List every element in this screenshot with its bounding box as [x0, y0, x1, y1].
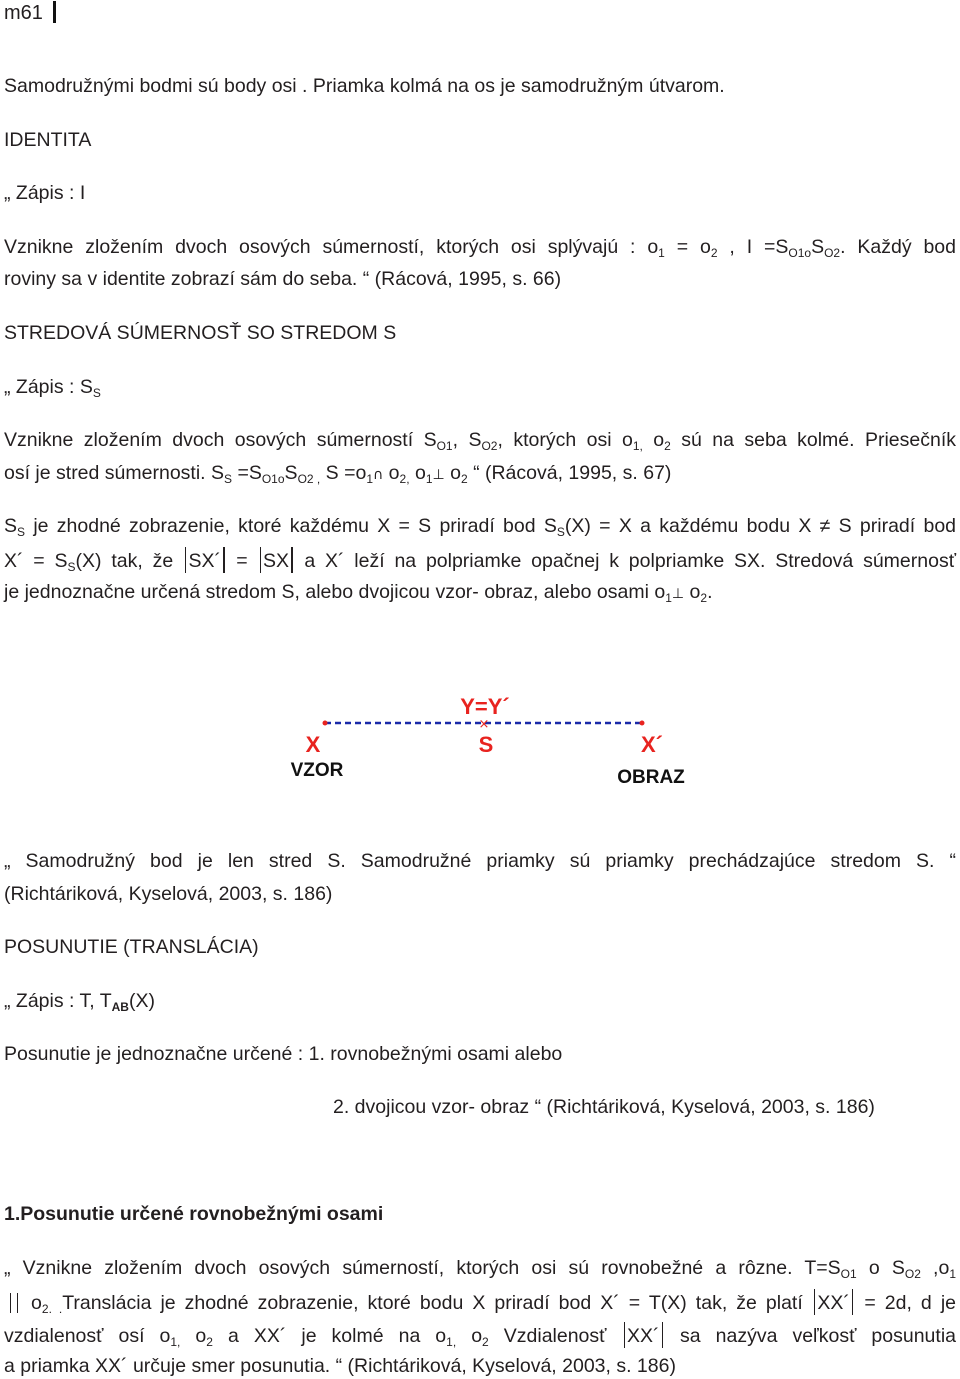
stredova-line-4: X´ = $S_S(X)$ tak, že SX´ = SX a X´ leží na polpriamke opačnej k polpriamke SX. Stredová súmernosť [4, 547, 956, 579]
sec1-line-2: $o_{2. .}Translácia$ je zhodné zobrazenie, ktoré bodu X priradí bod X´ = T(X) tak, že platí XX´ = 2d, d je [4, 1289, 956, 1321]
posunutie-line-1: Posunutie je jednoznačne určené : 1. rovnobežnými osami alebo [4, 1043, 563, 1065]
diagram-x-label: X [305, 732, 321, 757]
abs-bar [260, 547, 262, 573]
page-header [4, 0, 56, 26]
heading-section-1: 1.Posunutie určené rovnobežnými osami [4, 1203, 384, 1225]
abs-bar [852, 1289, 854, 1315]
diagram-obraz-label: OBRAZ [617, 767, 685, 788]
sec1-line-4: a priamka XX´ určuje smer posunutia. “ (Richtáriková, Kyselová, 2003, s. 186) [4, 1355, 676, 1377]
stredova-line-2: osí je stred súmernosti. $S_S =S_{O1o}S_{O2 ,}$ $S =o_1\cap$ $o_{2,}$ $o_1\perp$ $o_2$ “ (Rácová, 1995, s. 67) [4, 462, 672, 486]
abs-bar [223, 547, 225, 573]
sec1-line-1: „ Vznikne zložením dvoch osových súmerností, ktorých osi sú rovnobežné a rôzne. $T=S_{O1}$ o $S_{O2}$ $,o_1$ [4, 1257, 957, 1281]
abs-bar [624, 1322, 626, 1348]
perpendicular-symbol: ⊥ [671, 586, 685, 602]
quote1-line-2: (Richtáriková, Kyselová, 2003, s. 186) [4, 883, 333, 905]
identita-line-2: roviny sa v identite zobrazí sám do seba. “ (Rácová, 1995, s. 66) [4, 268, 562, 290]
diagram-s-label: S [478, 732, 494, 757]
stredova-line-1: Vznikne zložením dvoch osových súmerností $S_{O1}$, $S_{O2}$, ktorých osi $o_{1,}$ $o_2$ sú na seba kolmé. Priesečník [4, 429, 957, 453]
posunutie-zapis: „ Zápis : T, $T_{AB}(X)$ [4, 990, 155, 1014]
diagram-top-label: Y=Y´ [460, 694, 510, 719]
posunutie-line-2: 2. dvojicou vzor- obraz “ (Richtáriková, Kyselová, 2003, s. 186) [333, 1096, 875, 1118]
paragraph-fixed-points: Samodružnými bodmi sú body osi . Priamka kolmá na os je samodružným útvarom. [4, 75, 725, 97]
abs-bar [185, 547, 187, 573]
abs-bar [662, 1322, 664, 1348]
heading-posunutie: POSUNUTIE (TRANSLÁCIA) [4, 936, 259, 958]
central-symmetry-diagram [280, 690, 700, 800]
text-cursor [53, 1, 56, 23]
parallel-symbol [10, 1293, 18, 1313]
abs-bar [814, 1289, 816, 1315]
identita-line-1: Vznikne zložením dvoch osových súmerností, ktorých osi splývajú : $o_1 = o_2$ , $I =S_{O1o}S_{O2}$. Každý bod [4, 236, 956, 260]
abs-bar [291, 547, 293, 573]
heading-stredova: STREDOVÁ SÚMERNOSŤ SO STREDOM S [4, 322, 397, 344]
point-x-marker [323, 721, 328, 726]
diagram-vzor-label: VZOR [290, 760, 344, 781]
perpendicular-symbol: ⊥ [432, 467, 445, 483]
diagram-xprime-label: X´ [641, 732, 663, 757]
intersection-symbol: ∩ [373, 467, 384, 483]
center-cross: × [478, 717, 490, 732]
sec1-line-3: vzdialenosť osí $o_{1,}$ $o_2$ a XX´ je kolmé na $o_{1,}$ $o_2$ Vzdialenosť XX´ sa nazýva veľkosť posunutia [4, 1322, 956, 1354]
heading-identita: IDENTITA [4, 129, 92, 151]
point-xprime-marker [640, 721, 645, 726]
stredova-line-5: je jednoznačne určená stredom S, alebo dvojicou vzor- obraz, alebo osami $o_1\perp$ $o_2$. [4, 581, 713, 605]
quote1-line-1: „ Samodružný bod je len stred S. Samodružné priamky sú priamky prechádzajúce stredom S. “ [4, 850, 956, 872]
header-label: m61 [4, 2, 43, 24]
identita-zapis: „ Zápis : I [4, 182, 86, 204]
stredova-zapis: „ Zápis : $S_S$ [4, 376, 101, 400]
stredova-line-3: $S_S$ je zhodné zobrazenie, ktoré každému X = S priradí bod $S_S(X) = X$ a každému bodu X ≠ S priradí bod [4, 515, 957, 539]
